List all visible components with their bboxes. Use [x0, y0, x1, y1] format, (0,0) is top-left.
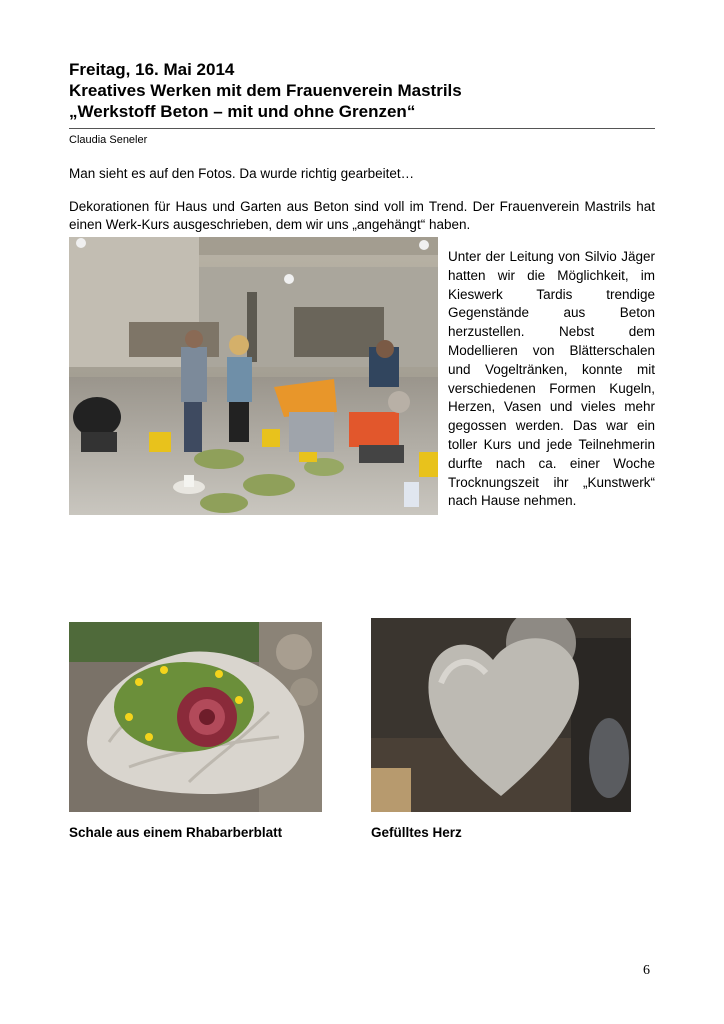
workshop-photo: [69, 237, 438, 515]
heading-divider: [69, 128, 655, 129]
caption-heart: Gefülltes Herz: [371, 825, 462, 840]
intro-paragraph: Man sieht es auf den Fotos. Da wurde richtig gearbeitet…: [69, 166, 415, 181]
body-paragraph: Dekorationen für Haus und Garten aus Beton sind voll im Trend. Der Frauenverein Mastrils hat einen Werk-Kurs ausgeschrieben, dem wir uns „angehängt“ haben.: [69, 199, 655, 232]
title-line: Kreatives Werken mit dem Frauenverein Mastrils: [69, 81, 462, 100]
page-number: 6: [643, 963, 650, 978]
side-paragraph: Unter der Leitung von Silvio Jäger hatten wir die Möglichkeit, im Kieswerk Tardis trendige Gegenstände aus Beton herzustellen. Nebst dem Modellieren von Blätterschalen und Vogeltränken, konnte mit verschiedenen Formen Kugeln, Herzen, Vasen und vieles mehr gegossen werden. Das war ein toller Kurs und jede Teilnehmerin durfte nach ca. einer Woche Trocknungszeit ihr „Kunstwerk“ nach Hause nehmen.: [448, 249, 655, 509]
caption-leaf-bowl: Schale aus einem Rhabarberblatt: [69, 825, 283, 840]
leaf-bowl-photo: [69, 622, 322, 812]
subtitle-line: „Werkstoff Beton – mit und ohne Grenzen“: [69, 102, 416, 121]
author-name: Claudia Seneler: [69, 134, 148, 146]
date-line: Freitag, 16. Mai 2014: [69, 60, 235, 79]
article-heading: [69, 59, 669, 122]
heart-photo: [371, 618, 631, 812]
